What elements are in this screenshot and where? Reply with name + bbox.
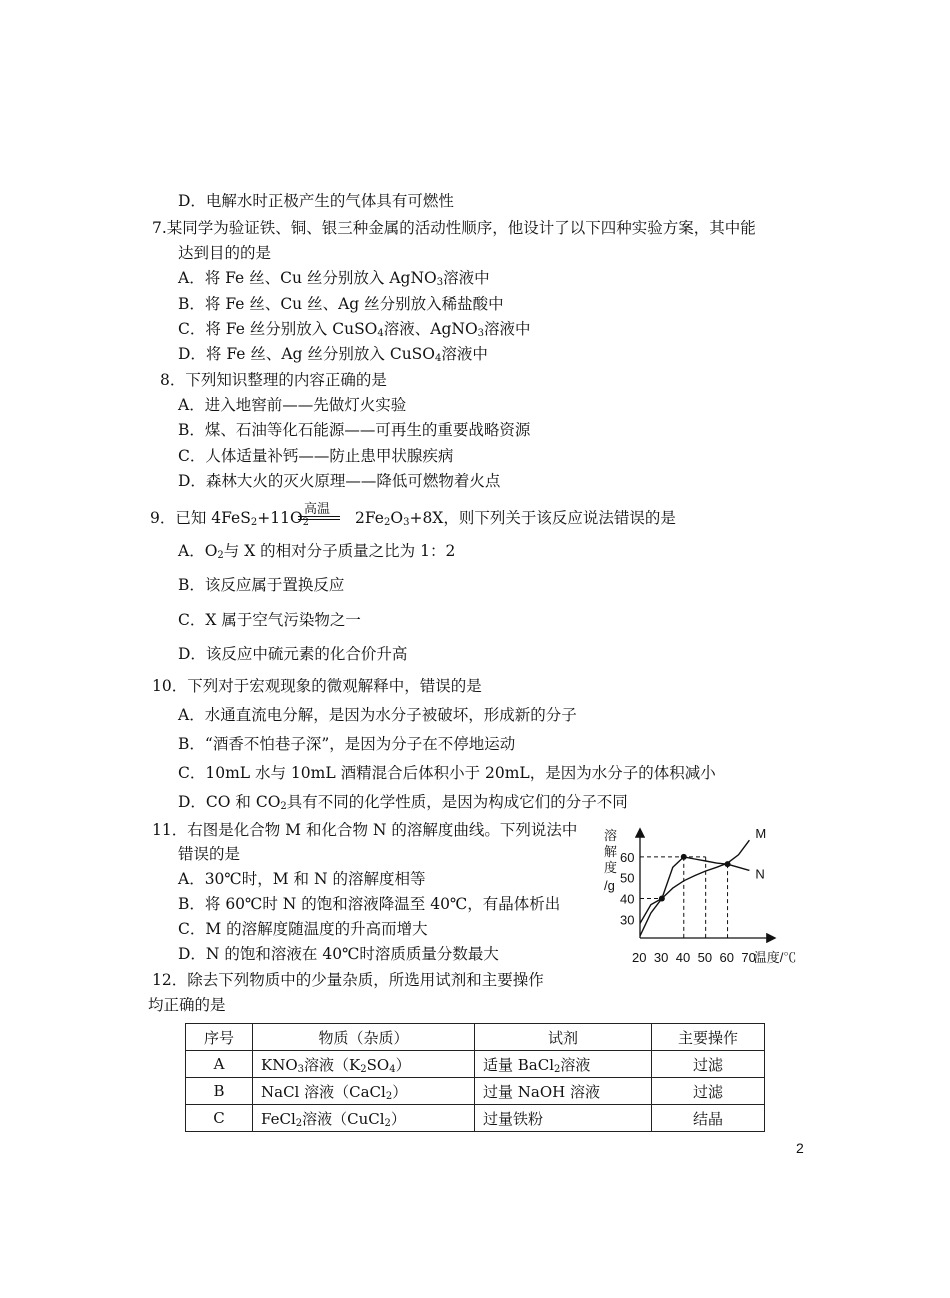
table-cell-substance: FeCl$_2$溶液（CuCl$_2$） — [253, 1105, 475, 1132]
q12-stem-line1: 12．除去下列物质中的少量杂质，所选用试剂和主要操作 — [152, 971, 544, 989]
q8-option-a: A．进入地窖前——先做灯火实验 — [178, 396, 407, 414]
q8-option-d: D．森林大火的灭火原理——降低可燃物着火点 — [178, 472, 501, 490]
q12-stem-line2: 均正确的是 — [148, 996, 226, 1014]
y-tick-label: 60 — [620, 849, 635, 865]
q11-option-c: C．M 的溶解度随温度的升高而增大 — [178, 920, 428, 938]
q11-option-b: B．将 60℃时 N 的饱和溶液降温至 40℃，有晶体析出 — [178, 895, 561, 913]
q10-option-d: D．CO 和 $CO_2$具有不同的化学性质，是因为构成它们的分子不同 — [178, 793, 628, 812]
y-tick-label: 30 — [620, 912, 635, 928]
series-line-N — [640, 857, 749, 924]
q11-option-a: A．30℃时，M 和 N 的溶解度相等 — [178, 870, 426, 888]
data-point — [659, 895, 665, 901]
x-tick-label: 40 — [675, 950, 691, 965]
table-header-cell: 序号 — [186, 1024, 253, 1051]
table-cell-operation: 结晶 — [652, 1105, 765, 1132]
q7-stem-line1: 7.某同学为验证铁、铜、银三种金属的活动性顺序，他设计了以下四种实验方案，其中能 — [152, 219, 756, 237]
reagent-table — [185, 1023, 765, 1132]
q9-option-a: A．$O_2$与 X 的相对分子质量之比为 1：2 — [178, 542, 456, 561]
y-axis-label: 度 — [604, 860, 618, 875]
q7-option-d: D．将 Fe 丝、Ag 丝分别放入 CuSO$_4$溶液中 — [178, 345, 488, 364]
table-row — [186, 1078, 765, 1105]
series-label: N — [755, 866, 765, 882]
table-cell-id: B — [186, 1078, 253, 1105]
q11-stem-line1: 11．右图是化合物 M 和化合物 N 的溶解度曲线。下列说法中 — [152, 821, 578, 839]
q7-stem-line2: 达到目的的是 — [178, 244, 272, 262]
q8-option-c: C．人体适量补钙——防止患甲状腺疾病 — [178, 447, 454, 465]
q7-option-b: B．将 Fe 丝、Cu 丝、Ag 丝分别放入稀盐酸中 — [178, 295, 504, 313]
page-number: 2 — [796, 1140, 804, 1156]
series-label: M — [755, 826, 767, 842]
x-tick-label: 70 — [741, 950, 756, 965]
q7-option-a: A．将 Fe 丝、Cu 丝分别放入 AgNO$_3$溶液中 — [178, 269, 490, 288]
x-axis-label: 温度/℃ — [753, 950, 797, 965]
table-header-row — [186, 1024, 765, 1051]
table-cell-id: A — [186, 1051, 253, 1078]
solubility-chart — [598, 826, 818, 981]
q8-option-b: B．煤、石油等化石能源——可再生的重要战略资源 — [178, 421, 531, 439]
table-cell-operation: 过滤 — [652, 1078, 765, 1105]
data-point — [681, 854, 687, 860]
table-row — [186, 1051, 765, 1078]
q10-stem: 10．下列对于宏观现象的微观解释中，错误的是 — [152, 677, 482, 695]
y-axis-label: 溶 — [604, 828, 618, 843]
table-cell-reagent: 过量铁粉 — [475, 1105, 652, 1132]
table-cell-substance: $KNO_3$溶液$(K_2SO_4)$ — [253, 1051, 475, 1078]
q9-option-b: B．该反应属于置换反应 — [178, 576, 345, 594]
q9-reaction-condition: 高温 — [304, 502, 331, 517]
y-axis-unit: /g — [604, 878, 615, 893]
table-header-cell: 物质（杂质） — [253, 1024, 475, 1051]
data-point — [725, 861, 731, 867]
q10-option-a: A．水通直流电分解，是因为水分子被破坏，形成新的分子 — [178, 706, 577, 724]
table-cell-substance: NaCl 溶液（CaCl$_2$） — [253, 1078, 475, 1105]
y-axis-label: 解 — [604, 844, 618, 859]
table-cell-operation: 过滤 — [652, 1051, 765, 1078]
series-line-M — [640, 840, 749, 936]
table-cell-reagent: 过量 NaOH 溶液 — [475, 1078, 652, 1105]
x-tick-label: 60 — [719, 950, 735, 965]
q10-option-c: C．10mL 水与 10mL 酒精混合后体积小于 20mL，是因为水分子的体积减小 — [178, 764, 716, 782]
q8-stem: 8．下列知识整理的内容正确的是 — [160, 371, 387, 389]
q10-option-b: B．“酒香不怕巷子深”，是因为分子在不停地运动 — [178, 735, 516, 753]
table-row — [186, 1105, 765, 1132]
q9-option-d: D．该反应中硫元素的化合价升高 — [178, 645, 408, 663]
table-header-cell: 主要操作 — [652, 1024, 765, 1051]
x-tick-label: 30 — [653, 950, 669, 965]
q6-option-d: D．电解水时正极产生的气体具有可燃性 — [178, 192, 454, 210]
q9-stem: 9．已知 $4FeS_2+11O_2$ $2Fe_2O_3+8X$，则下列关于该反应说法错误的是 — [150, 509, 676, 528]
x-tick-label: 20 — [632, 950, 647, 965]
q11-option-d: D．N 的饱和溶液在 40℃时溶质质量分数最大 — [178, 945, 499, 963]
q7-option-c: C．将 Fe 丝分别放入 CuSO$_4$溶液、AgNO$_3$溶液中 — [178, 320, 531, 339]
table-cell-id: C — [186, 1105, 253, 1132]
table-header-cell: 试剂 — [475, 1024, 652, 1051]
y-tick-label: 50 — [620, 870, 635, 886]
table-cell-reagent: 适量 BaCl$_2$溶液 — [475, 1051, 652, 1078]
x-tick-label: 50 — [697, 950, 713, 965]
q9-option-c: C．X 属于空气污染物之一 — [178, 611, 361, 629]
q11-stem-line2: 错误的是 — [178, 845, 241, 863]
y-tick-label: 40 — [620, 891, 635, 907]
